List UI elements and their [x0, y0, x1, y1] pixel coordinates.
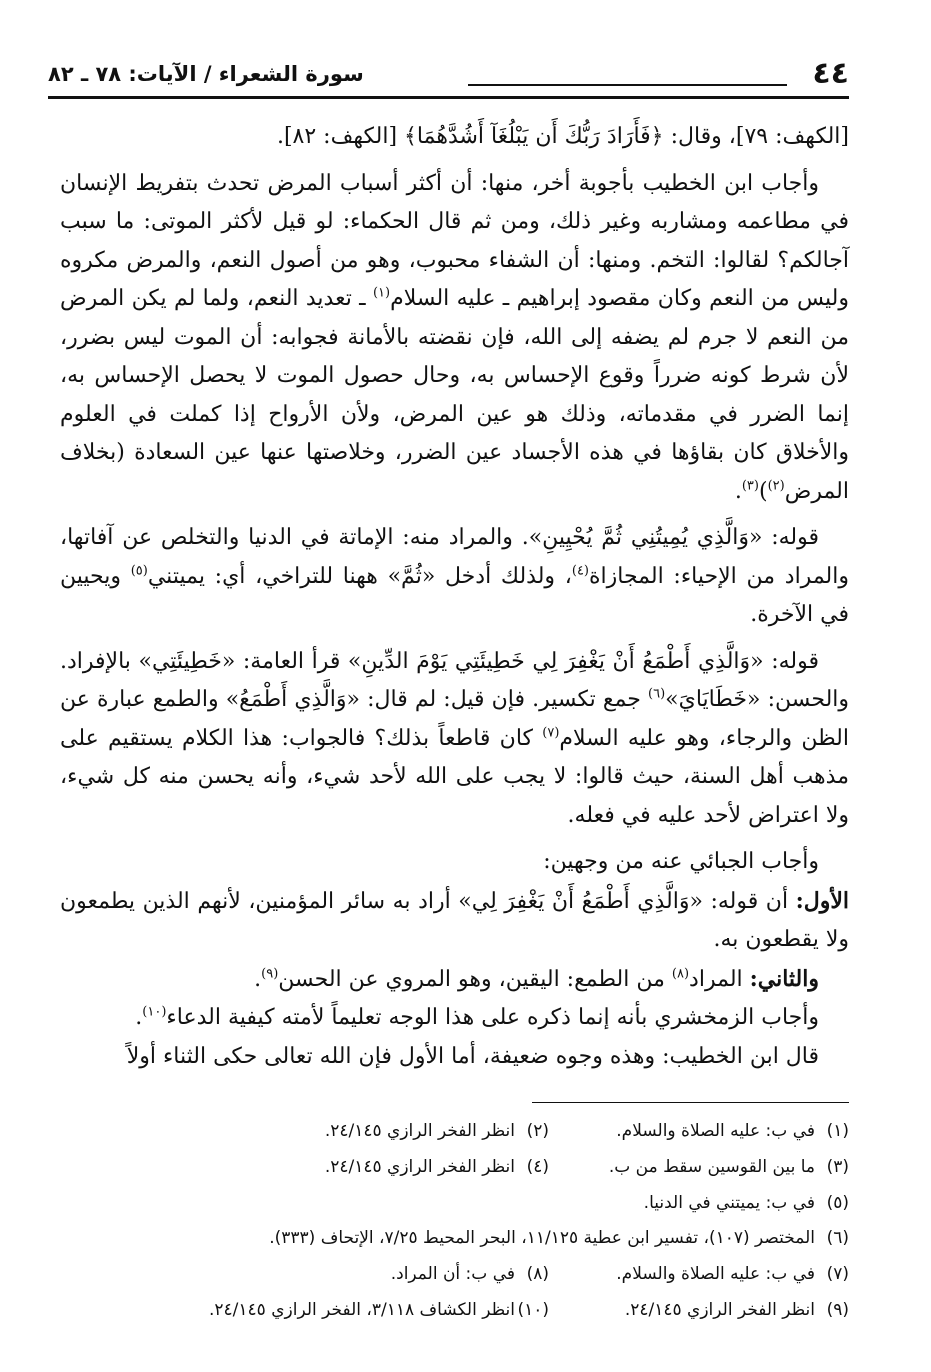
- footnote-ref-7: (٧): [542, 725, 560, 741]
- paragraph-9: قال ابن الخطيب: وهذه وجوه ضعيفة، أما الأول فإن الله تعالى حكى الثناء أولاً: [126, 1043, 819, 1069]
- footnote-7: [616, 1257, 849, 1293]
- footnote-ref-9: (٩): [261, 966, 279, 982]
- footnote-ref-4: (٤): [571, 563, 589, 579]
- header-rule: [468, 84, 787, 86]
- footnote-row: [100, 1150, 849, 1186]
- page-header: [48, 55, 849, 93]
- footnote-ref-2: (٢): [767, 478, 785, 494]
- footnote-text: في ب: عليه الصلاة والسلام.: [616, 1264, 815, 1285]
- footnote-number: (٢): [526, 1121, 549, 1141]
- footnote-4: [325, 1150, 549, 1186]
- footnote-ref-8: (٨): [671, 966, 690, 982]
- footnote-number: (٣): [826, 1156, 849, 1177]
- page-number: ٤٤: [812, 56, 849, 91]
- paragraph-4-text: قوله: «وَالَّذِي أَطْمَعُ أَنْ يَغْفِرَ لِي خَطِيئَتِي يَوْمَ الدِّينِ» قرأ العامة: «خَطِيئَتِي» بالإفراد. والحسن: «خَطَايَايَ»: [60, 648, 850, 712]
- footnote-8: [391, 1257, 549, 1293]
- footnote-row: [100, 1293, 849, 1329]
- footnotes: [100, 1114, 849, 1329]
- paragraph-2: [60, 165, 849, 512]
- footnote-3: [609, 1150, 849, 1186]
- footnote-ref-3: (٣): [741, 478, 759, 494]
- footnote-number: (١): [826, 1121, 849, 1141]
- paragraph-8-end: .: [135, 1005, 143, 1030]
- footnote-text: انظر الفخر الرازي ٢٤/١٤٥.: [324, 1121, 515, 1141]
- second-answer-label: والثاني:: [749, 965, 819, 992]
- paragraph-6-text: أن قوله: «وَالَّذِي أَطْمَعُ أَنْ يَغْفِرَ لِي» أراد به سائر المؤمنين، لأنهم الذين يطمعون ولا يقطعون به.: [60, 888, 849, 952]
- paragraph-7-end: .: [254, 966, 262, 992]
- footnote-ref-6: (٦): [648, 686, 666, 702]
- paragraph-7-text: المراد: [689, 966, 750, 992]
- paragraph-7: [60, 960, 849, 1000]
- footnote-5: [644, 1186, 849, 1222]
- paragraph-6: [60, 882, 849, 960]
- footnote-10: [209, 1293, 549, 1329]
- paragraph-8-text: وأجاب الزمخشري بأنه إنما ذكره على هذا الوجه تعليماً لأمته كيفية الدعاء: [166, 1005, 819, 1030]
- footnote-number: (٧): [826, 1264, 849, 1285]
- footnote-6: [269, 1221, 849, 1257]
- footnote-text: انظر الفخر الرازي ٢٤/١٤٥.: [324, 1156, 515, 1177]
- paragraph-3-text-3: ويحيين في الآخرة.: [60, 563, 849, 627]
- paragraph-8: [60, 999, 849, 1038]
- footnote-number: (٩): [826, 1299, 849, 1320]
- paragraph-5: وأجاب الجبائي عنه من وجهين:: [543, 849, 819, 874]
- footnote-row: [100, 1221, 849, 1257]
- paragraph-3: [60, 519, 849, 635]
- paragraph-1: [الكهف: ٧٩]، وقال: ﴿فَأَرَادَ رَبُّكَ أَن يَبْلُغَآ أَشُدَّهُمَا﴾ [الكهف: ٨٢].: [276, 124, 849, 149]
- footnote-9: [625, 1293, 849, 1329]
- footnote-text: في ب: يميتني في الدنيا.: [643, 1192, 815, 1213]
- footnote-ref-1: (١): [372, 285, 391, 301]
- running-title: سورة الشعراء / الآيات: ٧٨ ـ ٨٢: [48, 62, 364, 86]
- footnote-text: انظر الفخر الرازي ٢٤/١٤٥.: [624, 1299, 815, 1320]
- footnote-text: في ب: عليه الصلاة والسلام.: [616, 1121, 815, 1141]
- footnote-number: (٤): [526, 1156, 549, 1177]
- footnote-row: [100, 1114, 849, 1150]
- footnote-text: ما بين القوسين سقط من ب.: [608, 1156, 815, 1177]
- footnote-number: (١٠): [517, 1299, 549, 1320]
- footnote-ref-5: (٥): [130, 563, 148, 579]
- paragraph-2-text: وأجاب ابن الخطيب بأجوبة أخر، منها: أن أكثر أسباب المرض تحدث بتفريط الإنسان في مطاعمه ومشاربه وغير ذلك، ومن ثم قال الحكماء: لو قيل لأكثر الموتى: ما سبب آجالكم؟ لقالوا: التخم. ومنها: أن الشفاء محبوب، وهو من أصول النعم، والمرض مكروه وليس من النعم وكان مقصود إبراهيم ـ عليه السلام: [60, 170, 849, 311]
- paragraph-4-text-2: جمع تكسير. فإن قيل: لم قال: «وَالَّذِي أَطْمَعُ» والطمع عبارة عن الظن والرجاء، وهو عليه السلام: [60, 687, 849, 751]
- header-divider: [48, 96, 849, 99]
- footnote-divider: [532, 1102, 849, 1103]
- footnote-number: (٦): [826, 1228, 849, 1249]
- paragraph-3-text-2: ، ولذلك أدخل «ثُمَّ» ههنا للتراخي، أي: يميتني: [147, 563, 572, 589]
- footnote-text: المختصر (١٠٧)، تفسير ابن عطية ١١/١٢٥، البحر المحيط ٧/٢٥، الإتحاف (٣٣٣).: [269, 1228, 815, 1249]
- main-text: [60, 118, 849, 1076]
- footnote-text: في ب: أن المراد.: [390, 1264, 515, 1285]
- paragraph-4-text-3: كان قاطعاً بذلك؟ فالجواب: هذا الكلام يستقيم على مذهب أهل السنة، حيث قالوا: لا يجب على الله لأحد شيء، وأنه يحسن منه كل شيء، ولا اعتراض لأحد عليه في فعله.: [60, 725, 849, 828]
- paragraph-2-close: ): [758, 478, 768, 504]
- footnote-2: [325, 1114, 549, 1150]
- paragraph-2-text-2: ـ تعديد النعم، ولما لم يكن المرض من النعم لا جرم لم يضفه إلى الله، فإن نقضته بالأمانة فجوابه: أن الموت ليس بضرر، لأن شرط كونه ضرراً وقوع الإحساس به، وحال حصول الموت لا يحصل الإحساس به، إنما الضرر في مقدماته، وذلك هو عين المرض، ولأن الأرواح إذا كملت في العلوم والأخلاق كان بقاؤها في هذه الأجساد عين الضرر، وخلاصتها عنها عين السعادة (بخلاف المرض: [60, 286, 849, 504]
- footnote-ref-10: (١٠): [142, 1004, 167, 1020]
- first-answer-label: الأول:: [795, 887, 849, 914]
- paragraph-7-text-2: من الطمع: اليقين، وهو المروي عن الحسن: [278, 966, 672, 992]
- footnote-row: [100, 1257, 849, 1293]
- footnote-1: [616, 1114, 849, 1150]
- paragraph-3-text: قوله: «وَالَّذِي يُمِيتُنِي ثُمَّ يُحْيِينِ». والمراد منه: الإماتة في الدنيا والتخلص عن آفاتها، والمراد من الإحياء: المجازاة: [60, 525, 849, 589]
- footnote-text: انظر الكشاف ٣/١١٨، الفخر الرازي ٢٤/١٤٥.: [209, 1299, 515, 1320]
- footnote-number: (٨): [526, 1264, 549, 1285]
- paragraph-4: [60, 643, 849, 836]
- footnote-number: (٥): [826, 1192, 849, 1213]
- footnote-row: [100, 1186, 849, 1222]
- paragraph-2-end: .: [734, 478, 742, 504]
